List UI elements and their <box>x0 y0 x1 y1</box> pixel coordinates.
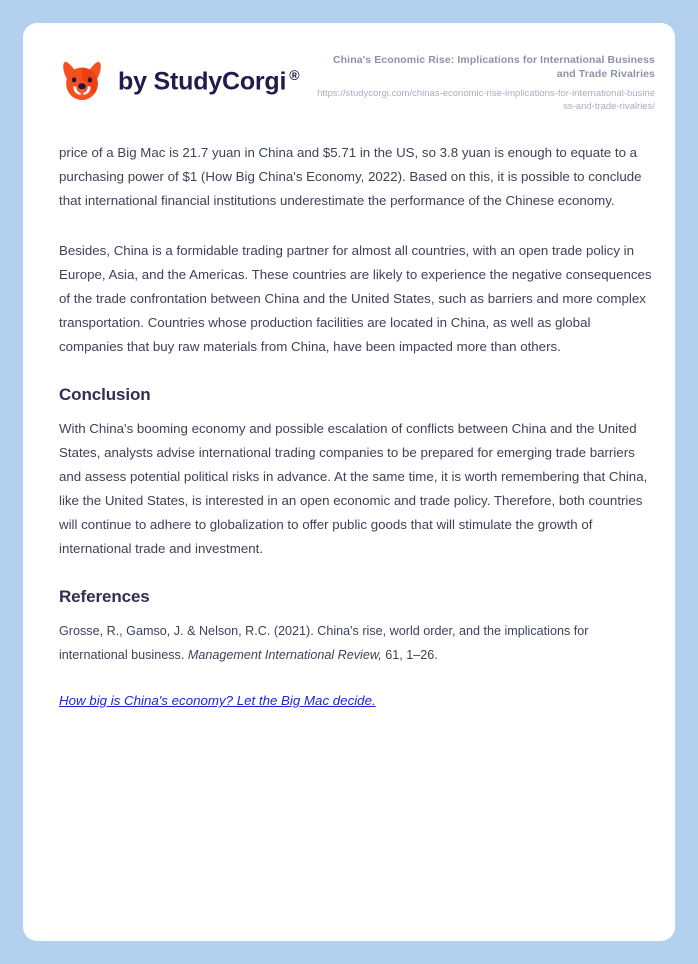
reference-text-suffix: 61, 1–26. <box>381 648 438 662</box>
brand-name <box>118 67 299 96</box>
corgi-face-logo-icon <box>59 59 105 105</box>
body-paragraph: Besides, China is a formidable trading partner for almost all countries, with an open trade policy in Europe, Asia, and the Americas. These countries are likely to experience the negative consequences of the trade confrontation between China and the United States, such as barriers and more complex transportation. Countries whose production facilities are located in China, as well as global companies that buy raw materials from China, have been impacted more than others. <box>59 243 652 354</box>
reference-text-prefix: Grosse, R., Gamso, J. & Nelson, R.C. (2021). China's rise, world order, and the implications for international business. <box>59 624 589 662</box>
document-title: China's Economic Rise: Implications for International Business and Trade Rivalries <box>332 53 655 81</box>
reference-journal-title: Management International Review, <box>187 648 382 662</box>
conclusion-heading: Conclusion <box>59 385 151 404</box>
document-header <box>23 23 675 141</box>
header-meta <box>315 51 655 114</box>
body-paragraph: price of a Big Mac is 21.7 yuan in China and $5.71 in the US, so 3.8 yuan is enough to equate to a purchasing power of $1 (How Big China's Economy, 2022). Based on this, it is possible to conclude that international financial institutions underestimate the performance of the Chinese economy. <box>59 145 642 208</box>
reference-link[interactable]: How big is China's economy? Let the Big Mac decide. <box>59 693 376 708</box>
document-url: https://studycorgi.com/chinas-economic-rise-implications-for-international-business-and-trade-rivalries/ <box>317 87 655 112</box>
references-heading: References <box>59 587 150 606</box>
document-page-card <box>23 23 675 941</box>
registered-trademark-icon: ® <box>289 67 300 84</box>
reference-entry <box>59 619 652 667</box>
brand-name-label: by StudyCorgi <box>118 67 287 96</box>
brand-logo-group <box>59 59 299 105</box>
conclusion-paragraph: With China's booming economy and possible escalation of conflicts between China and the United States, analysts advise international trading companies to be prepared for emerging trade barriers and assess potential political risks in advance. At the same time, it is worth remembering that China, like the United States, is interested in an open economic and trade policy. Therefore, both countries will continue to adhere to globalization to offer public goods that will stimulate the growth of international trade and investment. <box>59 421 648 556</box>
document-body <box>23 141 675 713</box>
